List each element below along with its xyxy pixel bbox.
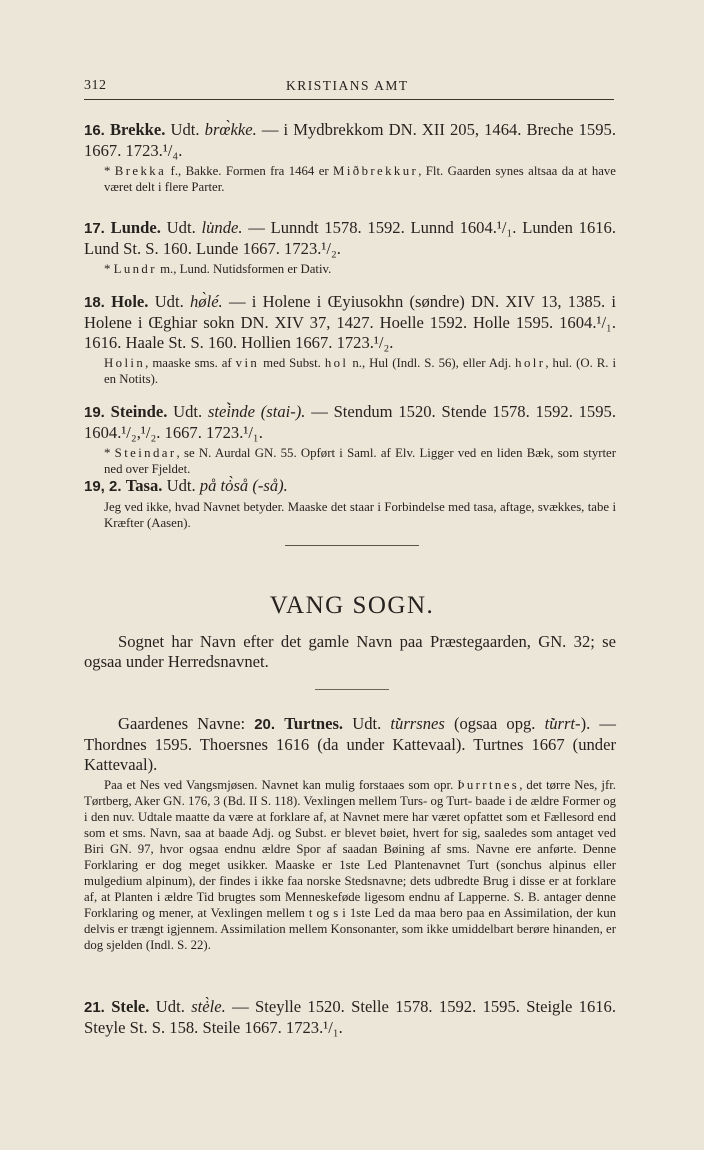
intro-divider bbox=[315, 689, 389, 690]
entry-main: 17. Lunde. Udt. lu̇nde. — Lunndt 1578. 1592. Lunnd 1604.¹/₁. Lunden 1616. Lund St. S. 160. Lunde 1667. 1723.¹/₂. bbox=[84, 218, 616, 258]
entry-note: Jeg ved ikke, hvad Navnet betyder. Maaske det staar i Forbindelse med tasa, aftage, svækkes, tabe i Kræfter (Aasen). bbox=[104, 500, 616, 530]
entry-21 bbox=[84, 997, 616, 1038]
entry-19-2 bbox=[84, 476, 616, 531]
entry-main: 21. Stele. Udt. stė̀le. — Steylle 1520. Stelle 1578. 1592. 1595. Steigle 1616. Steyle St. S. 158. Steile 1667. 1723.¹/₁. bbox=[84, 997, 616, 1037]
entry-20 bbox=[84, 714, 616, 953]
entry-main: Gaardenes Navne: 20. Turtnes. Udt. tu̇̀rrsnes (ogsaa opg. tu̇̀rrt-). — Thordnes 1595. Thoersnes 1616 (da under Kattevaal). Turtnes 1667 (under Kattevaal). bbox=[84, 714, 616, 774]
entry-main: 19, 2. Tasa. Udt. på tȯ̀så (-så). bbox=[84, 476, 288, 495]
entry-note: Paa et Nes ved Vangsmjøsen. Navnet kan mulig forstaaes som opr. Þurrtnes, det tørre Nes, jfr. Tørtberg, Aker GN. 176, 3 (Bd. II S. 118). Vexlingen mellem Turs- og Turt- baade i de ældre Former og i den nuv. Udtale maatte da være at forklare af, at Navnet mere har været opfattet som et Fællesord end som et sms. Navn, saa at baade Adj. og Subst. er blevet bøiet, hvert for sig, saaledes som antaget ved Biri GN. 97, hvor ogsaa endnu ældre Spor af saadan Bøining af sms. Navne ere anførte. Denne Forklaring er dog meget usikker. Maaske er 1ste Led Plantenavnet Turt (sonchus alpinus eller mulgedium alpinum), der findes i ikke faa norske Stedsnavne; dets udbredte Brug i disse er at forklare af, at Planten i ældre Tid brugtes som Menneskeføde ligesom endnu af Lapperne. S. B. antager denne Forklaring og mener, at Vexlingen mellem t og s i 1ste Led da maa bero paa en Assimilation, der kun delvis er trængt igjennem. Assimilation mellem Konsonanter, som ikke umiddelbart berøre hinanden, er dog sjelden (Indl. S. 22). bbox=[84, 778, 616, 952]
entry-note: * Brekka f., Bakke. Formen fra 1464 er Miðbrekkur, Flt. Gaarden synes altsaa da at have været delt i flere Parter. bbox=[104, 164, 616, 194]
entry-18 bbox=[84, 292, 616, 387]
section-divider bbox=[285, 545, 419, 546]
entry-17 bbox=[84, 218, 616, 277]
running-title: KRISTIANS AMT bbox=[286, 78, 409, 93]
sogn-intro bbox=[84, 632, 616, 672]
entry-main: 19. Steinde. Udt. stei̇̀nde (stai-). — Stendum 1520. Stende 1578. 1592. 1595. 1604.¹/₂,¹/₂. 1667. 1723.¹/₁. bbox=[84, 402, 616, 442]
sogn-text: Sognet har Navn efter det gamle Navn paa Præstegaarden, GN. 32; se ogsaa under Herredsnavnet. bbox=[84, 632, 616, 671]
page-header bbox=[84, 78, 614, 100]
section-heading: VANG SOGN. bbox=[269, 592, 435, 619]
entry-note: * Lundr m., Lund. Nutidsformen er Dativ. bbox=[104, 262, 332, 276]
entry-19 bbox=[84, 402, 616, 477]
header-rule bbox=[84, 99, 614, 100]
entry-main: 18. Hole. Udt. hø̀lé. — i Holene i Œyiusokhn (søndre) DN. XIV 13, 1385. i Holene i Œghiar sokn DN. XIV 37, 1427. Hoelle 1592. Holle 1595. 1604.¹/₁. 1616. Haale St. S. 160. Hollien 1667. 1723.¹/₂. bbox=[84, 292, 616, 352]
entry-16 bbox=[84, 120, 616, 195]
entry-note: * Steindar, se N. Aurdal GN. 55. Opført i Saml. af Elv. Ligger ved en liden Bæk, som styrter ned over Fjeldet. bbox=[104, 446, 616, 476]
entry-note: Holin, maaske sms. af vin med Subst. hol n., Hul (Indl. S. 56), eller Adj. holr, hul. (O. R. i en Notits). bbox=[104, 356, 616, 386]
entry-main: 16. Brekke. Udt. brœ̀kke. — i Mydbrekkom DN. XII 205, 1464. Breche 1595. 1667. 1723.¹/₄. bbox=[84, 120, 616, 160]
page-number: 312 bbox=[84, 78, 107, 93]
